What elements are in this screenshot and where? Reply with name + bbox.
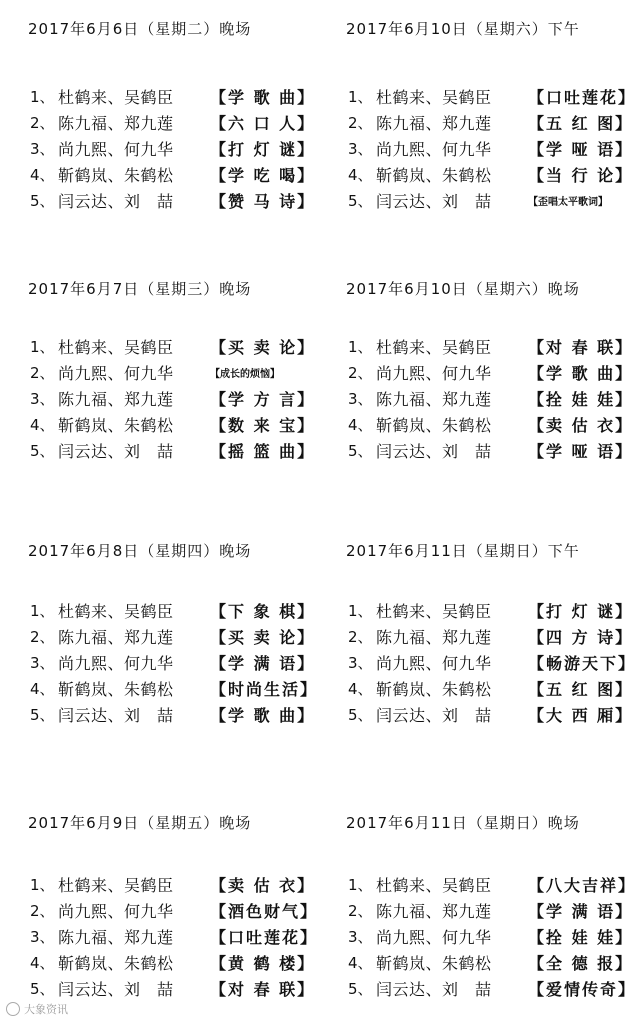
performer-names: 杜鹤来、吴鹤臣 xyxy=(58,87,174,107)
performer-names: 杜鹤来、吴鹤臣 xyxy=(376,601,492,621)
row-number: 4、 xyxy=(30,415,55,434)
row-number: 2、 xyxy=(30,363,55,382)
performer-names: 杜鹤来、吴鹤臣 xyxy=(376,337,492,357)
program-title: 【黄 鹤 楼】 xyxy=(210,953,316,973)
row-number: 3、 xyxy=(30,389,55,408)
schedule-header: 2017年6月10日（星期六）晚场 xyxy=(346,280,580,298)
row-number: 2、 xyxy=(348,627,373,646)
schedule-header: 2017年6月11日（星期日）下午 xyxy=(346,542,580,560)
program-row xyxy=(348,702,633,726)
performer-names: 闫云达、刘 喆 xyxy=(376,441,492,461)
program-row xyxy=(30,110,315,134)
program-title: 【学 哑 语】 xyxy=(528,139,634,159)
program-title: 【畅游天下】 xyxy=(528,653,637,673)
performer-names: 陈九福、郑九莲 xyxy=(58,113,174,133)
program-title: 【成长的烦恼】 xyxy=(210,368,280,380)
program-row xyxy=(348,976,636,1000)
program-title: 【买 卖 论】 xyxy=(210,337,316,357)
program-row xyxy=(348,162,633,186)
row-number: 3、 xyxy=(348,927,373,946)
weibo-logo-icon xyxy=(6,1002,20,1016)
performer-names: 靳鹤岚、朱鹤松 xyxy=(58,415,174,435)
performer-names: 尚九熙、何九华 xyxy=(376,653,492,673)
program-row xyxy=(30,676,318,700)
program-row xyxy=(348,950,633,974)
program-row xyxy=(348,676,633,700)
row-number: 5、 xyxy=(30,705,55,724)
program-row xyxy=(30,650,315,674)
program-row xyxy=(348,84,636,108)
performer-names: 靳鹤岚、朱鹤松 xyxy=(376,953,492,973)
row-number: 1、 xyxy=(30,337,55,356)
performer-names: 杜鹤来、吴鹤臣 xyxy=(58,337,174,357)
program-row xyxy=(30,438,315,462)
row-number: 5、 xyxy=(348,705,373,724)
performer-names: 闫云达、刘 喆 xyxy=(58,191,174,211)
row-number: 1、 xyxy=(348,601,373,620)
performer-names: 陈九福、郑九莲 xyxy=(58,627,174,647)
row-number: 4、 xyxy=(348,165,373,184)
performer-names: 陈九福、郑九莲 xyxy=(376,901,492,921)
performer-names: 靳鹤岚、朱鹤松 xyxy=(58,953,174,973)
schedule-header: 2017年6月10日（星期六）下午 xyxy=(346,20,580,38)
row-number: 5、 xyxy=(30,191,55,210)
program-row xyxy=(30,598,315,622)
performer-names: 闫云达、刘 喆 xyxy=(376,191,492,211)
program-row xyxy=(348,624,633,648)
schedule-header: 2017年6月7日（星期三）晚场 xyxy=(28,280,252,298)
program-title: 【学 哑 语】 xyxy=(528,441,634,461)
row-number: 3、 xyxy=(30,653,55,672)
schedule-header: 2017年6月6日（星期二）晚场 xyxy=(28,20,252,38)
row-number: 5、 xyxy=(30,979,55,998)
program-title: 【学 歌 曲】 xyxy=(210,705,316,725)
program-row xyxy=(30,950,315,974)
row-number: 3、 xyxy=(30,927,55,946)
program-row xyxy=(348,386,633,410)
program-row xyxy=(348,110,633,134)
program-title: 【八大吉祥】 xyxy=(528,875,637,895)
performer-names: 杜鹤来、吴鹤臣 xyxy=(58,601,174,621)
program-row xyxy=(30,898,318,922)
program-title: 【卖 估 衣】 xyxy=(528,415,634,435)
program-title: 【五 红 图】 xyxy=(528,679,634,699)
program-title: 【学 满 语】 xyxy=(210,653,316,673)
row-number: 4、 xyxy=(30,165,55,184)
performer-names: 靳鹤岚、朱鹤松 xyxy=(376,679,492,699)
performer-names: 闫云达、刘 喆 xyxy=(58,441,174,461)
performer-names: 尚九熙、何九华 xyxy=(376,139,492,159)
performer-names: 尚九熙、何九华 xyxy=(58,139,174,159)
performer-names: 靳鹤岚、朱鹤松 xyxy=(376,165,492,185)
row-number: 4、 xyxy=(30,953,55,972)
schedule-header: 2017年6月8日（星期四）晚场 xyxy=(28,542,252,560)
row-number: 3、 xyxy=(348,139,373,158)
program-title: 【学 方 言】 xyxy=(210,389,316,409)
performer-names: 陈九福、郑九莲 xyxy=(58,389,174,409)
performer-names: 闫云达、刘 喆 xyxy=(376,705,492,725)
performer-names: 杜鹤来、吴鹤臣 xyxy=(58,875,174,895)
performer-names: 陈九福、郑九莲 xyxy=(58,927,174,947)
program-title: 【全 德 报】 xyxy=(528,953,634,973)
performer-names: 杜鹤来、吴鹤臣 xyxy=(376,875,492,895)
performer-names: 靳鹤岚、朱鹤松 xyxy=(376,415,492,435)
program-row xyxy=(348,872,636,896)
program-title: 【对 春 联】 xyxy=(210,979,316,999)
watermark xyxy=(6,1001,68,1017)
watermark-text: 大象资讯 xyxy=(24,1003,68,1016)
program-row xyxy=(30,84,315,108)
row-number: 5、 xyxy=(348,191,373,210)
row-number: 4、 xyxy=(348,679,373,698)
program-row xyxy=(30,162,315,186)
program-title: 【学 吃 喝】 xyxy=(210,165,316,185)
program-row xyxy=(30,412,315,436)
program-title: 【打 灯 谜】 xyxy=(210,139,316,159)
row-number: 1、 xyxy=(348,875,373,894)
row-number: 2、 xyxy=(348,363,373,382)
program-row xyxy=(30,334,315,358)
performer-names: 陈九福、郑九莲 xyxy=(376,113,492,133)
row-number: 2、 xyxy=(30,627,55,646)
row-number: 2、 xyxy=(348,113,373,132)
performer-names: 尚九熙、何九华 xyxy=(58,363,174,383)
program-row xyxy=(30,702,315,726)
row-number: 1、 xyxy=(30,601,55,620)
program-row xyxy=(30,624,315,648)
performer-names: 杜鹤来、吴鹤臣 xyxy=(376,87,492,107)
row-number: 2、 xyxy=(348,901,373,920)
program-title: 【学 歌 曲】 xyxy=(528,363,634,383)
program-row xyxy=(30,386,315,410)
row-number: 5、 xyxy=(348,441,373,460)
row-number: 1、 xyxy=(348,87,373,106)
performer-names: 靳鹤岚、朱鹤松 xyxy=(58,679,174,699)
program-row xyxy=(348,598,633,622)
program-row xyxy=(30,924,318,948)
performer-names: 闫云达、刘 喆 xyxy=(376,979,492,999)
program-row xyxy=(348,188,608,212)
row-number: 1、 xyxy=(348,337,373,356)
program-title: 【学 满 语】 xyxy=(528,901,634,921)
row-number: 3、 xyxy=(348,653,373,672)
performer-names: 尚九熙、何九华 xyxy=(58,653,174,673)
program-title: 【大 西 厢】 xyxy=(528,705,634,725)
performer-names: 陈九福、郑九莲 xyxy=(376,389,492,409)
program-title: 【六 口 人】 xyxy=(210,113,316,133)
program-title: 【拴 娃 娃】 xyxy=(528,389,634,409)
program-row xyxy=(348,924,633,948)
program-title: 【摇 篮 曲】 xyxy=(210,441,316,461)
program-title: 【爱情传奇】 xyxy=(528,979,637,999)
program-row xyxy=(30,136,315,160)
program-title: 【拴 娃 娃】 xyxy=(528,927,634,947)
program-title: 【时尚生活】 xyxy=(210,679,319,699)
program-row xyxy=(348,650,636,674)
program-row xyxy=(30,188,315,212)
performer-names: 陈九福、郑九莲 xyxy=(376,627,492,647)
row-number: 2、 xyxy=(30,113,55,132)
program-row xyxy=(30,976,315,1000)
program-row xyxy=(30,360,280,384)
program-title: 【数 来 宝】 xyxy=(210,415,316,435)
row-number: 4、 xyxy=(30,679,55,698)
program-title: 【对 春 联】 xyxy=(528,337,634,357)
performer-names: 靳鹤岚、朱鹤松 xyxy=(58,165,174,185)
program-title: 【当 行 论】 xyxy=(528,165,634,185)
schedule-header: 2017年6月11日（星期日）晚场 xyxy=(346,814,580,832)
schedule-header: 2017年6月9日（星期五）晚场 xyxy=(28,814,252,832)
program-title: 【赞 马 诗】 xyxy=(210,191,316,211)
performer-names: 尚九熙、何九华 xyxy=(376,927,492,947)
program-title: 【四 方 诗】 xyxy=(528,627,634,647)
program-title: 【下 象 棋】 xyxy=(210,601,316,621)
row-number: 4、 xyxy=(348,953,373,972)
program-row xyxy=(348,360,633,384)
performer-names: 闫云达、刘 喆 xyxy=(58,979,174,999)
row-number: 5、 xyxy=(348,979,373,998)
program-row xyxy=(30,872,315,896)
program-row xyxy=(348,412,633,436)
program-row xyxy=(348,136,633,160)
program-row xyxy=(348,334,633,358)
program-title: 【口吐莲花】 xyxy=(210,927,319,947)
program-row xyxy=(348,898,633,922)
program-title: 【学 歌 曲】 xyxy=(210,87,316,107)
program-title: 【打 灯 谜】 xyxy=(528,601,634,621)
program-title: 【买 卖 论】 xyxy=(210,627,316,647)
performer-names: 闫云达、刘 喆 xyxy=(58,705,174,725)
program-title: 【歪唱太平歌词】 xyxy=(528,196,608,208)
performer-names: 尚九熙、何九华 xyxy=(376,363,492,383)
program-title: 【卖 估 衣】 xyxy=(210,875,316,895)
row-number: 2、 xyxy=(30,901,55,920)
program-row xyxy=(348,438,633,462)
program-title: 【酒色财气】 xyxy=(210,901,319,921)
row-number: 1、 xyxy=(30,875,55,894)
row-number: 3、 xyxy=(30,139,55,158)
program-title: 【五 红 图】 xyxy=(528,113,634,133)
row-number: 1、 xyxy=(30,87,55,106)
program-title: 【口吐莲花】 xyxy=(528,87,637,107)
row-number: 4、 xyxy=(348,415,373,434)
row-number: 5、 xyxy=(30,441,55,460)
performer-names: 尚九熙、何九华 xyxy=(58,901,174,921)
row-number: 3、 xyxy=(348,389,373,408)
